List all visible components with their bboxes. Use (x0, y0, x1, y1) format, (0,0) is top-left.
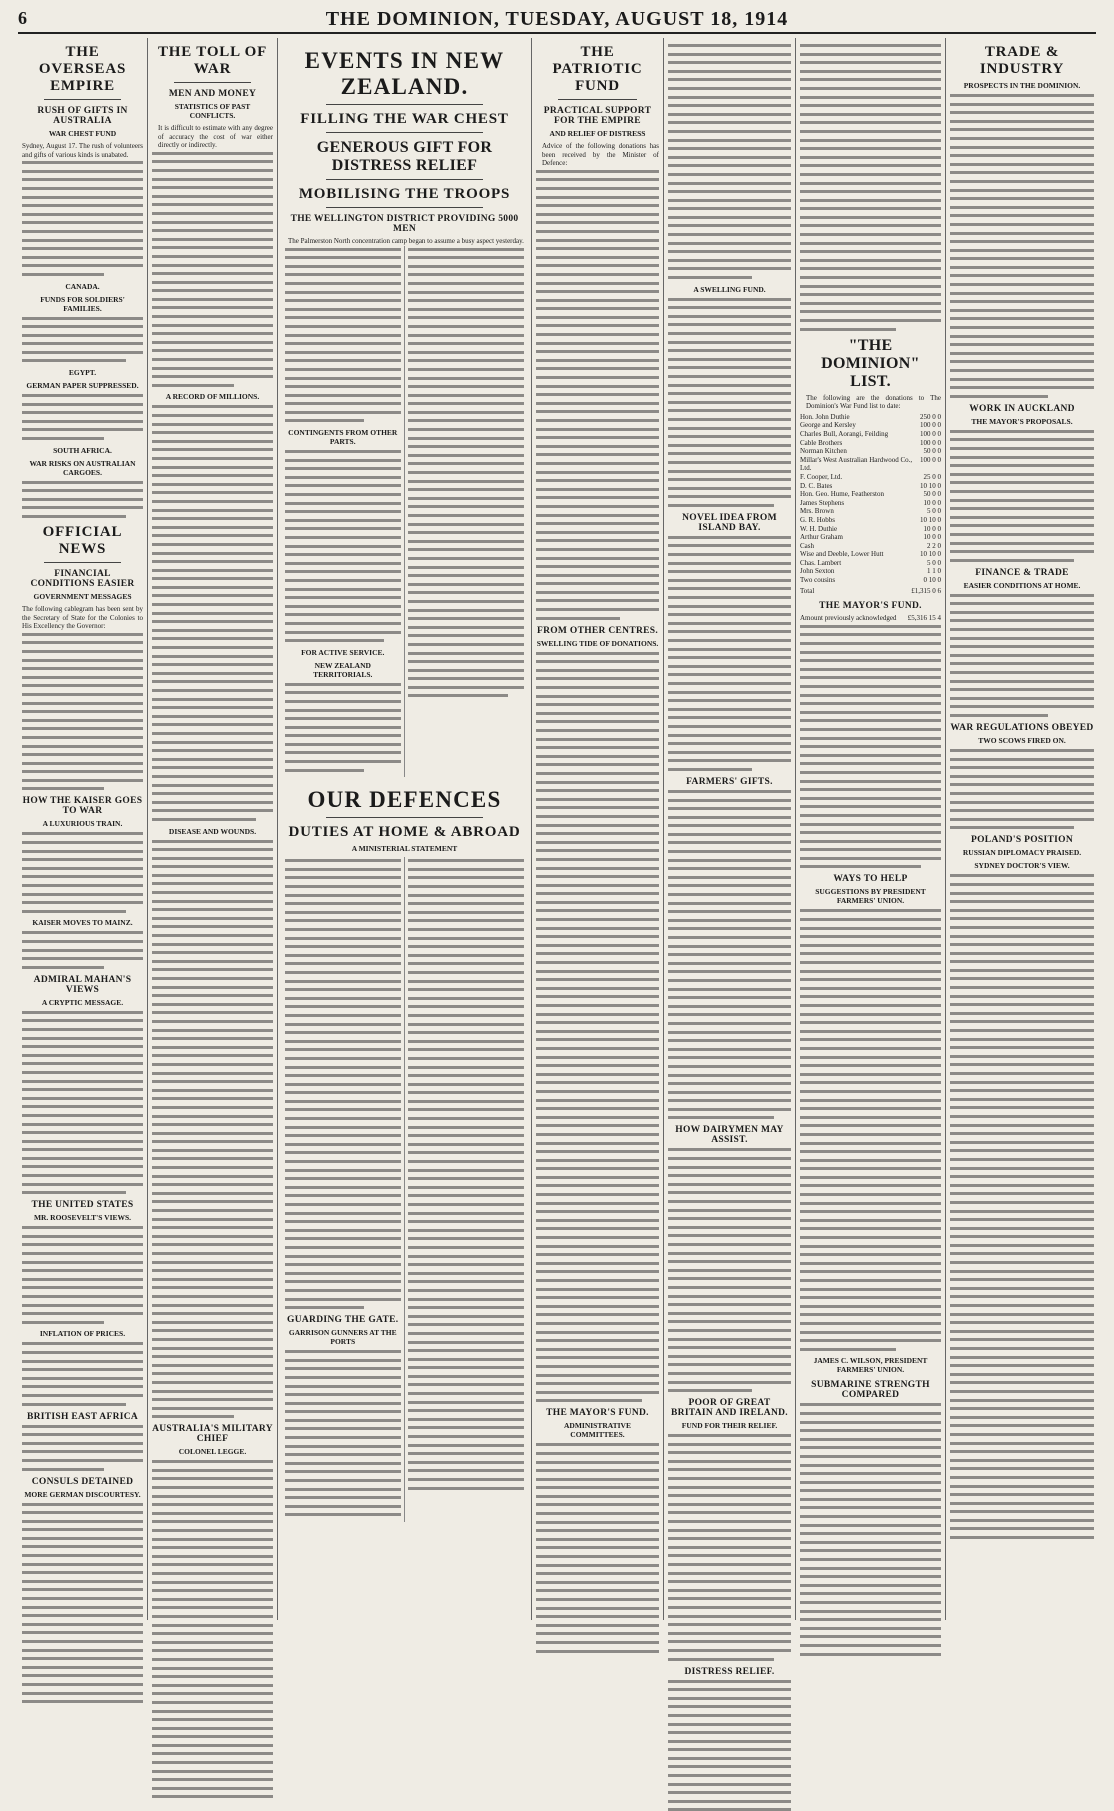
page-number: 6 (18, 8, 27, 28)
donation-amount: 100 0 0 (920, 421, 941, 430)
subheadline: COLONEL LEGGE. (178, 1447, 247, 1457)
headline: THE WELLINGTON DISTRICT PROVIDING 5000 MEN (290, 214, 519, 234)
subheadline: SWELLING TIDE OF DONATIONS. (536, 638, 659, 648)
subheadline: FUND FOR THEIR RELIEF. (681, 1421, 778, 1431)
subheadline: A CRYPTIC MESSAGE. (41, 997, 124, 1007)
donation-row (800, 430, 941, 439)
donor-name: Cable Brothers (800, 438, 843, 447)
donor-name: George and Kersley (800, 421, 856, 430)
subheadline: NEW ZEALAND TERRITORIALS. (313, 660, 373, 679)
donor-name: Cash (800, 541, 814, 550)
donation-row (800, 516, 941, 525)
headline: DISTRESS RELIEF. (684, 1666, 775, 1677)
donation-row (800, 413, 941, 422)
subheadline: DISEASE AND WOUNDS. (168, 826, 257, 836)
subheadline: A LUXURIOUS TRAIN. (42, 819, 123, 829)
donor-name: W. H. Duthie (800, 524, 838, 533)
headline: FARMERS' GIFTS. (686, 776, 773, 787)
subheadline: FUNDS FOR SOLDIERS' FAMILIES. (40, 294, 125, 313)
donation-row (800, 550, 941, 559)
column-patriotic-fund (532, 38, 664, 1620)
subheadline: GOVERNMENT MESSAGES (33, 592, 132, 601)
subheadline: EASIER CONDITIONS AT HOME. (963, 580, 1081, 590)
subheadline: ADMINISTRATIVE COMMITTEES. (564, 1421, 631, 1440)
column-dominion-list (796, 38, 946, 1620)
headline: GUARDING THE GATE. (287, 1315, 399, 1326)
subheadline: A SWELLING FUND. (693, 284, 766, 294)
donation-amount: 100 0 0 (920, 429, 941, 438)
donation-row (800, 490, 941, 499)
donation-amount: 50 0 0 (923, 490, 941, 499)
headline: THE MAYOR'S FUND. (546, 1408, 649, 1419)
subheadline: GERMAN PAPER SUPPRESSED. (26, 381, 139, 391)
columns (18, 38, 1098, 1677)
donation-row (800, 421, 941, 430)
subheadline: PROSPECTS IN THE DOMINION. (963, 81, 1081, 90)
donation-row (800, 482, 941, 491)
headline: WAYS TO HELP (833, 874, 908, 885)
donation-row (800, 525, 941, 534)
donation-amount: 10 0 0 (923, 524, 941, 533)
subheadline: GARRISON GUNNERS AT THE PORTS (288, 1328, 397, 1347)
headline: AUSTRALIA'S MILITARY CHIEF (152, 1424, 273, 1445)
subheadline: RUSSIAN DIPLOMACY PRAISED. (962, 848, 1082, 858)
headline: FILLING THE WAR CHEST (300, 111, 509, 127)
column-toll-of-war (148, 38, 278, 1620)
headline: WAR REGULATIONS OBEYED (950, 723, 1094, 733)
subheadline: EGYPT. (68, 368, 97, 378)
donation-row (800, 567, 941, 576)
donor-name: Two cousins (800, 576, 836, 585)
donor-name: James Stephens (800, 498, 845, 507)
signature: JAMES C. WILSON, PRESIDENT FARMERS' UNION. (813, 1356, 928, 1375)
subheadline: WAR CHEST FUND (48, 129, 117, 138)
donor-name: John Sexton (800, 567, 835, 576)
subheadline: A RECORD OF MILLIONS. (165, 392, 260, 402)
donor-name: Norman Kitchen (800, 447, 847, 456)
headline: HOW THE KAISER GOES TO WAR (22, 796, 143, 817)
subheadline: CANADA. (65, 281, 100, 291)
donor-name: F. Cooper, Ltd. (800, 472, 843, 481)
headline: PRACTICAL SUPPORT FOR THE EMPIRE (543, 106, 652, 126)
headline: WORK IN AUCKLAND (969, 403, 1075, 414)
headline: FROM OTHER CENTRES. (536, 625, 659, 636)
donor-name: Arthur Graham (800, 533, 843, 542)
subheadline: WAR RISKS ON AUSTRALIAN CARGOES. (29, 458, 136, 477)
headline: FINANCIAL CONDITIONS EASIER (30, 569, 135, 589)
article-text: The following cablegram has been sent by the Secretary of State for the Colonies to His Excellency the Governor: (22, 605, 145, 631)
headline: OUR DEFENCES (307, 787, 502, 813)
donor-name: G. R. Hobbs (800, 515, 836, 524)
masthead (18, 6, 1096, 34)
paper-title: THE DOMINION, TUESDAY, AUGUST 18, 1914 (325, 8, 789, 30)
headline: RUSH OF GIFTS IN AUSTRALIA (37, 106, 128, 126)
donation-amount: 2 2 0 (927, 541, 941, 550)
donation-amount: 10 0 0 (923, 498, 941, 507)
headline: THE UNITED STATES (31, 1200, 134, 1211)
article-text: The Palmerston North concentration camp began to assume a busy aspect yesterday. (288, 237, 524, 245)
headline: THE OVERSEAS EMPIRE (38, 44, 127, 94)
donor-name: Chas. Lambert (800, 558, 842, 567)
headline: MOBILISING THE TROOPS (298, 186, 511, 202)
subheadline: THE MAYOR'S PROPOSALS. (971, 416, 1073, 426)
headline: POLAND'S POSITION (971, 835, 1073, 846)
donor-name: Mrs. Brown (800, 507, 834, 516)
headline: GENEROUS GIFT FOR DISTRESS RELIEF (316, 139, 493, 174)
column-events-new-zealand (278, 38, 532, 1620)
donation-row (800, 507, 941, 516)
subheadline: FOR ACTIVE SERVICE. (301, 647, 385, 657)
headline: SUBMARINE STRENGTH COMPARED (811, 1380, 930, 1401)
subheadline: SOUTH AFRICA. (53, 445, 112, 455)
headline: ADMIRAL MAHAN'S VIEWS (33, 974, 132, 995)
donor-name: D. C. Bates (800, 481, 833, 490)
headline: POOR OF GREAT BRITAIN AND IRELAND. (671, 1398, 788, 1419)
donation-list (800, 413, 941, 585)
donation-row (800, 533, 941, 542)
donation-total: Total £1,315 0 6 (800, 586, 941, 595)
headline: DUTIES AT HOME & ABROAD (288, 824, 521, 841)
donation-row (800, 447, 941, 456)
headline: "THE DOMINION" LIST. (821, 336, 920, 390)
column-fund-continued (664, 38, 796, 1677)
subheadline: A MINISTERIAL STATEMENT (351, 844, 458, 854)
headline: HOW DAIRYMEN MAY ASSIST. (675, 1125, 784, 1146)
column-overseas-empire (18, 38, 148, 1620)
headline: MEN AND MONEY (168, 89, 257, 99)
donation-amount: 10 10 0 (920, 515, 941, 524)
donation-row (800, 576, 941, 585)
donation-row (800, 499, 941, 508)
donor-name: Charles Bull, Aorangi, Feilding (800, 429, 889, 438)
donor-name: Wise and Deeble, Lower Hutt (800, 550, 884, 559)
headline: BRITISH EAST AFRICA (26, 1411, 139, 1422)
subheadline: AND RELIEF OF DISTRESS (549, 129, 646, 138)
subheadline: SUGGESTIONS BY PRESIDENT FARMERS' UNION. (815, 887, 926, 906)
donation-amount: 50 0 0 (923, 447, 941, 456)
headline: CONSULS DETAINED (31, 1476, 134, 1487)
donation-row (800, 559, 941, 568)
main-headline: EVENTS IN NEW ZEALAND. (304, 48, 505, 99)
headline: THE PATRIOTIC FUND (552, 44, 643, 94)
donation-amount: 10 10 0 (920, 550, 941, 559)
subheadline: MORE GERMAN DISCOURTESY. (24, 1489, 141, 1499)
article-text: It is difficult to estimate with any degree of accuracy the cost of war either directly or indirectly. (158, 124, 275, 150)
headline: FINANCE & TRADE (975, 567, 1069, 578)
donation-row (800, 456, 941, 473)
column-trade-industry (946, 38, 1098, 1620)
article-text: The following are the donations to The Dominion's War Fund list to date: (806, 393, 943, 411)
article-text: Advice of the following donations has been received by the Minister of Defence: (542, 142, 661, 168)
mayor-fund-amount: Amount previously acknowledged £5,316 15 4 (800, 614, 941, 623)
donation-amount: 1 1 0 (927, 567, 941, 576)
headline: OFFICIAL NEWS (42, 524, 123, 557)
headline: NOVEL IDEA FROM ISLAND BAY. (682, 512, 777, 533)
article-text: Sydney, August 17. The rush of volunteers and gifts of various kinds is unabated. (22, 142, 145, 159)
donor-name: Hon. John Duthie (800, 412, 850, 421)
subheadline: SYDNEY DOCTOR'S VIEW. (974, 861, 1070, 871)
headline: THE TOLL OF WAR (157, 44, 268, 77)
donation-amount: 100 0 0 (920, 455, 941, 464)
headline: THE MAYOR'S FUND. (819, 601, 922, 612)
donor-name: Hon. Geo. Hume, Featherston (800, 490, 884, 499)
subheadline: TWO SCOWS FIRED ON. (978, 736, 1066, 745)
subheadline: INFLATION OF PRICES. (39, 1329, 126, 1339)
subheadline: STATISTICS OF PAST CONFLICTS. (174, 102, 251, 120)
donor-name: Millar's West Australian Hardwood Co., Ltd. (800, 455, 913, 473)
donation-amount: 10 10 0 (920, 481, 941, 490)
donation-amount: 250 0 0 (920, 412, 941, 421)
donation-row (800, 473, 941, 482)
donation-amount: 25 0 0 (923, 472, 941, 481)
donation-amount: 10 0 0 (923, 533, 941, 542)
subheadline: MR. ROOSEVELT'S VIEWS. (33, 1213, 132, 1223)
donation-amount: 0 10 0 (923, 576, 941, 585)
donation-amount: 100 0 0 (920, 438, 941, 447)
headline: TRADE & INDUSTRY (979, 44, 1065, 77)
donation-amount: 5 0 0 (927, 558, 941, 567)
subheadline: CONTINGENTS FROM OTHER PARTS. (288, 428, 398, 447)
donation-amount: 5 0 0 (927, 507, 941, 516)
donation-row (800, 542, 941, 551)
subheadline: KAISER MOVES TO MAINZ. (32, 918, 133, 928)
donation-row (800, 439, 941, 448)
